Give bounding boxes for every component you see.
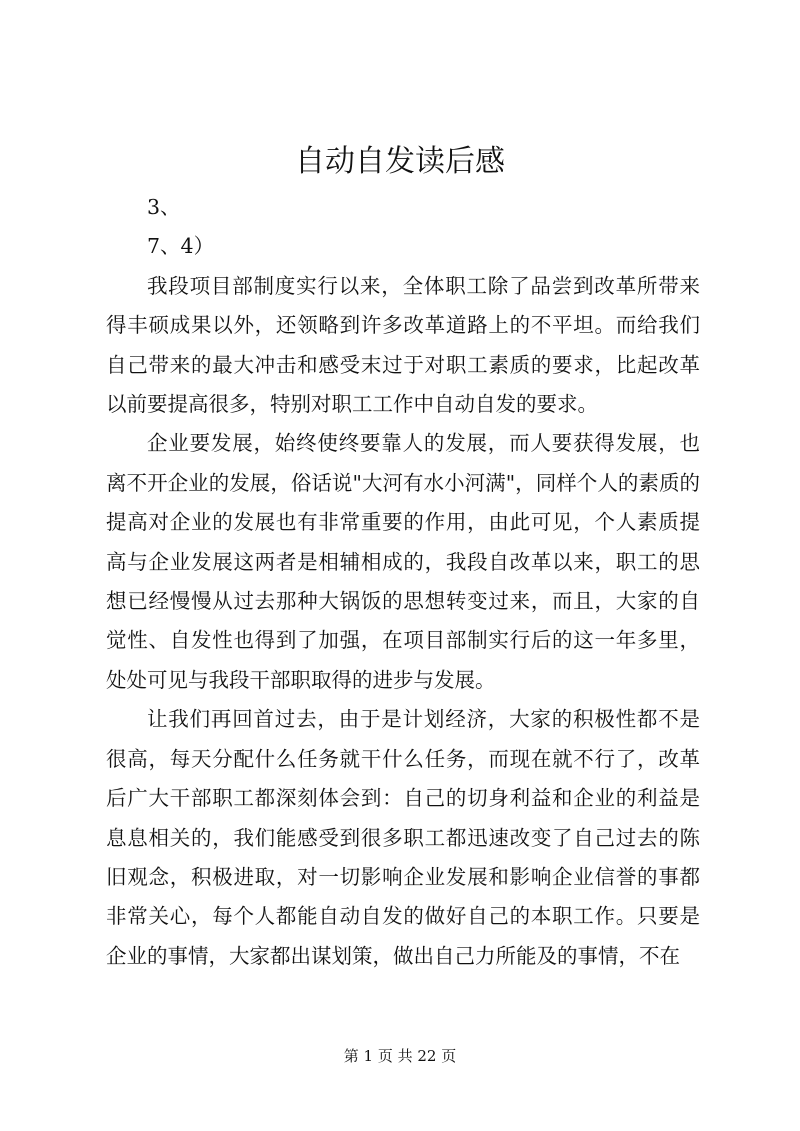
paragraph-3: 我段项目部制度实行以来，全体职工除了品尝到改革所带来得丰硕成果以外，还领略到许多改革道路上的不平坦。而给我们自己带来的最大冲击和感受末过于对职工素质的要求，比起改革以前要提高很多，特别对职工工作中自动自发的要求。 — [106, 273, 700, 417]
document-body — [106, 188, 700, 976]
document-title: 自动自发读后感 — [295, 144, 505, 179]
page-footer: 第 1 页 共 22 页 — [343, 1047, 457, 1065]
paragraph-5: 让我们再回首过去，由于是计划经济，大家的积极性都不是很高，每天分配什么任务就干什么任务，而现在就不行了，改革后广大干部职工都深刻体会到：自己的切身利益和企业的利益是息息相关的，我们能感受到很多职工都迅速改变了自己过去的陈旧观念，积极进取，对一切影响企业发展和影响企业信誉的事都非常关心，每个人都能自动自发的做好自己的本职工作。只要是企业的事情，大家都出谋划策，做出自己力所能及的事情，不在 — [106, 707, 700, 968]
paragraph-2: 7、4） — [147, 234, 215, 259]
paragraph-1: 3、 — [147, 195, 181, 219]
paragraph-4: 企业要发展，始终使终要靠人的发展，而人要获得发展，也离不开企业的发展，俗话说"大河有水小河满"，同样个人的素质的提高对企业的发展也有非常重要的作用，由此可见，个人素质提高与企业发展这两者是相辅相成的，我段自改革以来，职工的思想已经慢慢从过去那种大锅饭的思想转变过来，而且，大家的自觉性、自发性也得到了加强，在项目部制实行后的这一年多里，处处可见与我段干部职取得的进步与发展。 — [106, 431, 700, 692]
